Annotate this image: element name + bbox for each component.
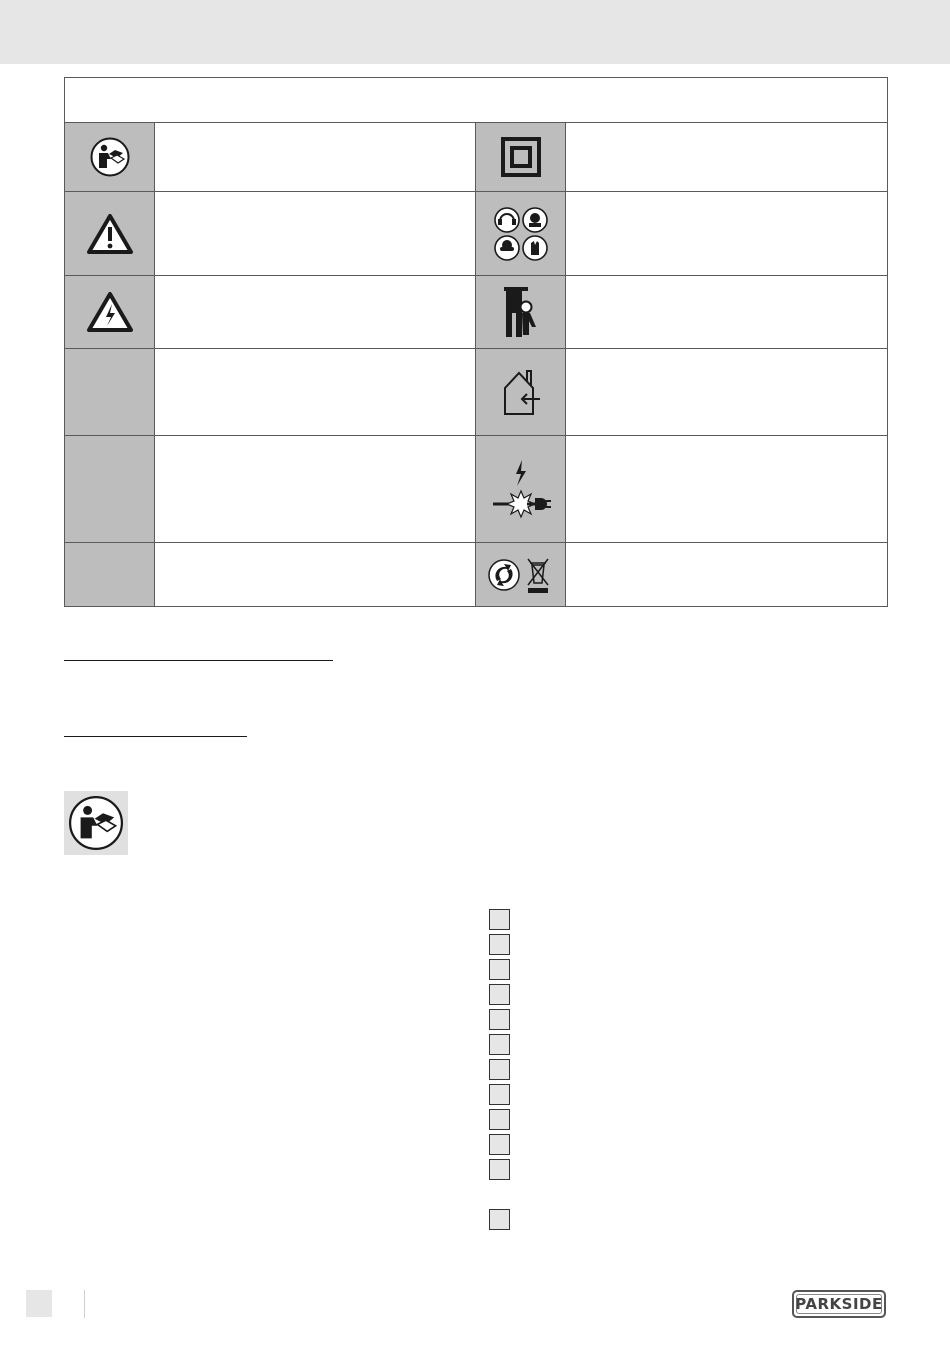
warning-triangle-icon [86,213,134,255]
symbol-desc [155,436,476,543]
symbol-cell-empty [65,349,155,436]
protective-equipment-icon [492,205,550,263]
symbol-desc [566,543,888,607]
section-heading-underline [64,736,247,737]
recycling-icon [488,555,554,595]
footer-divider [84,1290,85,1318]
header-band [0,0,950,64]
symbol-desc [155,349,476,436]
symbol-desc [566,276,888,349]
symbol-cell-warning [65,192,155,276]
symbol-desc [566,436,888,543]
symbol-cell-damaged-cable [476,436,566,543]
brand-name: PARKSIDE [795,1295,883,1313]
double-insulation-icon [501,137,541,177]
electric-shock-icon [86,291,134,333]
checklist-box[interactable] [489,1209,510,1230]
checklist-box[interactable] [489,1084,510,1105]
checklist-box[interactable] [489,1034,510,1055]
symbol-desc [566,349,888,436]
checklist-box[interactable] [489,934,510,955]
symbol-cell-read-manual [65,123,155,192]
symbol-table [64,77,888,607]
brand-logo [792,1290,886,1318]
symbol-cell-electric-shock [65,276,155,349]
section-heading-underline [64,660,333,661]
symbol-desc [566,123,888,192]
symbol-table-title [65,78,888,123]
symbol-desc [155,192,476,276]
read-manual-icon [90,137,130,177]
symbol-desc [566,192,888,276]
checklist-box[interactable] [489,909,510,930]
checklist-box[interactable] [489,1109,510,1130]
symbol-cell-double-insulation [476,123,566,192]
keep-children-away-icon [500,285,542,339]
checklist-box[interactable] [489,959,510,980]
read-manual-box [64,791,128,855]
read-manual-icon [68,795,124,851]
symbol-cell-protective-equipment [476,192,566,276]
symbol-cell-empty [65,436,155,543]
symbol-cell-recycling [476,543,566,607]
symbol-cell-empty [65,543,155,607]
indoor-use-icon [500,368,542,416]
checklist-box[interactable] [489,1134,510,1155]
symbol-desc [155,276,476,349]
symbol-cell-indoor-use [476,349,566,436]
symbol-cell-keep-children-away [476,276,566,349]
checklist-box[interactable] [489,1159,510,1180]
checklist-box[interactable] [489,984,510,1005]
checklist-box[interactable] [489,1009,510,1030]
symbol-desc [155,123,476,192]
page-number-box [26,1290,52,1317]
symbol-desc [155,543,476,607]
damaged-cable-icon [491,458,551,520]
checklist-box[interactable] [489,1059,510,1080]
